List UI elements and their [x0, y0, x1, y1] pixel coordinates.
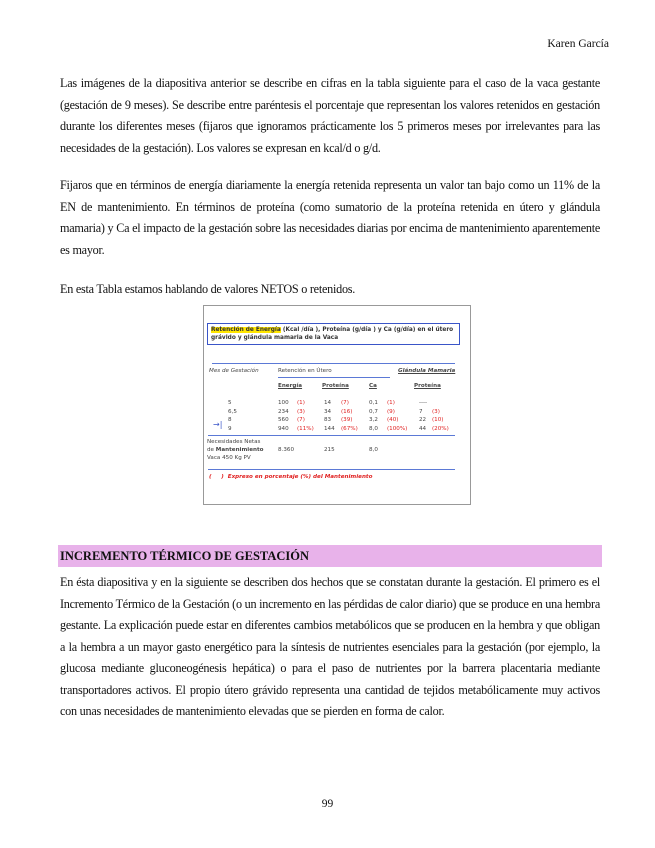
cell-protein-pct: (7): [341, 400, 349, 406]
cell-protein: 144: [324, 425, 335, 432]
sub-gland-protein: Proteína: [414, 383, 441, 389]
section-heading: INCREMENTO TÉRMICO DE GESTACIÓN: [58, 545, 602, 567]
paragraph-3: En esta Tabla estamos hablando de valores NETOS o retenidos.: [60, 282, 356, 296]
header-author: Karen García: [547, 38, 609, 50]
caption-highlight: Retención de Energía: [211, 327, 281, 333]
cell-gland: ----: [419, 400, 428, 406]
maint-line-1: Necesidades Netas: [207, 439, 261, 445]
cell-ca-pct: (100%): [387, 425, 408, 432]
section-paragraph: En ésta diapositiva y en la siguiente se describen dos hechos que se constatan durante la gestación. El primero es el Incremento Térmico de la Gestación (o un incremento en las pérdidas de calor diario) que se produce en una hembra gestante. La explicación puede estar en diferentes cambios metabólicos que se producen en la hembra y que obligan a la hembra a un mayor gasto energético para la síntesis de nutrientes esenciales para la gestación (por ejemplo, la glucosa mediante gluconeogénesis hepática) o para el paso de nutrientes por la barrera placentaria mediante transportadores activos. El propio útero grávido representa una cantidad de tejidos metabólicamente muy activos con unas necesidades de mantenimiento elevadas que se pierden en forma de calor.: [60, 575, 600, 718]
cell-ca: 0,1: [369, 400, 378, 406]
cell-month: 5: [228, 400, 232, 406]
cell-ca-pct: (9): [387, 408, 395, 415]
figure-caption: [207, 323, 460, 345]
sub-protein: Proteína: [322, 383, 349, 389]
maint-energy: 8.360: [278, 447, 295, 453]
cell-month: 8: [228, 417, 232, 423]
cell-ca: 0,7: [369, 408, 378, 415]
maint-ca: 8,0: [369, 447, 378, 453]
cell-energy-pct: (11%): [297, 425, 314, 432]
arrow-icon: →|: [213, 420, 223, 429]
col-gland: Glándula Mamaria: [398, 368, 456, 374]
cell-energy: 100: [278, 400, 289, 406]
maint-protein: 215: [324, 447, 335, 453]
page-number: 99: [321, 798, 334, 810]
cell-gland: 44: [419, 425, 427, 432]
cell-ca-pct: (40): [387, 417, 399, 423]
maint-line-2: de: [207, 447, 216, 453]
cell-energy-pct: (1): [297, 400, 305, 406]
cell-gland: 22: [419, 417, 427, 423]
cell-energy: 560: [278, 417, 289, 423]
caption-text: (Kcal /día ), Proteína (g/día ) y Ca (g/día) en el útero grávido y glándula mamaria de la Vaca: [211, 327, 454, 341]
figure-footnote: ( ) Expreso en porcentaje (%) del Mantenimiento: [209, 474, 373, 480]
sub-energy: Energía: [278, 383, 303, 389]
cell-ca: 8,0: [369, 425, 378, 432]
cell-gland: 7: [419, 408, 423, 415]
cell-protein-pct: (67%): [341, 425, 358, 432]
cell-energy-pct: (7): [297, 417, 305, 423]
cell-ca-pct: (1): [387, 400, 395, 406]
maint-line-2-bold: Mantenimiento: [215, 447, 264, 453]
cell-ca: 3,2: [369, 417, 378, 423]
cell-protein: 83: [324, 417, 332, 423]
cell-month: 9: [228, 425, 232, 432]
cell-gland-pct: (3): [432, 408, 440, 415]
cell-gland-pct: (20%): [432, 425, 449, 432]
cell-protein: 14: [324, 400, 332, 406]
col-uterus: Retención en Útero: [278, 368, 332, 374]
cell-energy-pct: (3): [297, 408, 305, 415]
cell-gland-pct: (10): [432, 417, 444, 423]
cell-energy: 940: [278, 425, 289, 432]
maint-line-3: Vaca 450 Kg PV: [207, 455, 251, 461]
cell-protein: 34: [324, 408, 332, 415]
cell-protein-pct: (39): [341, 417, 353, 423]
col-month: Mes de Gestación: [209, 368, 259, 374]
cell-month: 6,5: [228, 408, 237, 415]
table-figure: [203, 305, 471, 505]
cell-protein-pct: (16): [341, 408, 353, 415]
sub-ca: Ca: [369, 383, 377, 389]
cell-energy: 234: [278, 408, 289, 415]
paragraph-1: Las imágenes de la diapositiva anterior se describe en cifras en la tabla siguiente para el caso de la vaca gestante (gestación de 9 meses). Se describe entre paréntesis el porcentaje que representan los valores retenidos en gestación durante los diferentes meses (fijaros que ignoramos prácticamente los 5 primeros meses por irrelevantes para las necesidades de la gestación). Los valores se expresan en kcal/d o g/d.: [60, 76, 600, 155]
paragraph-2: Fijaros que en términos de energía diariamente la energía retenida representa un valor tan bajo como un 11% de la EN de mantenimiento. En términos de proteína (como sumatorio de la proteína retenida en útero y glándula mamaria) y Ca el impacto de la gestación sobre las necesidades diarias por encima de mantenimiento aparentemente es mayor.: [60, 178, 600, 257]
